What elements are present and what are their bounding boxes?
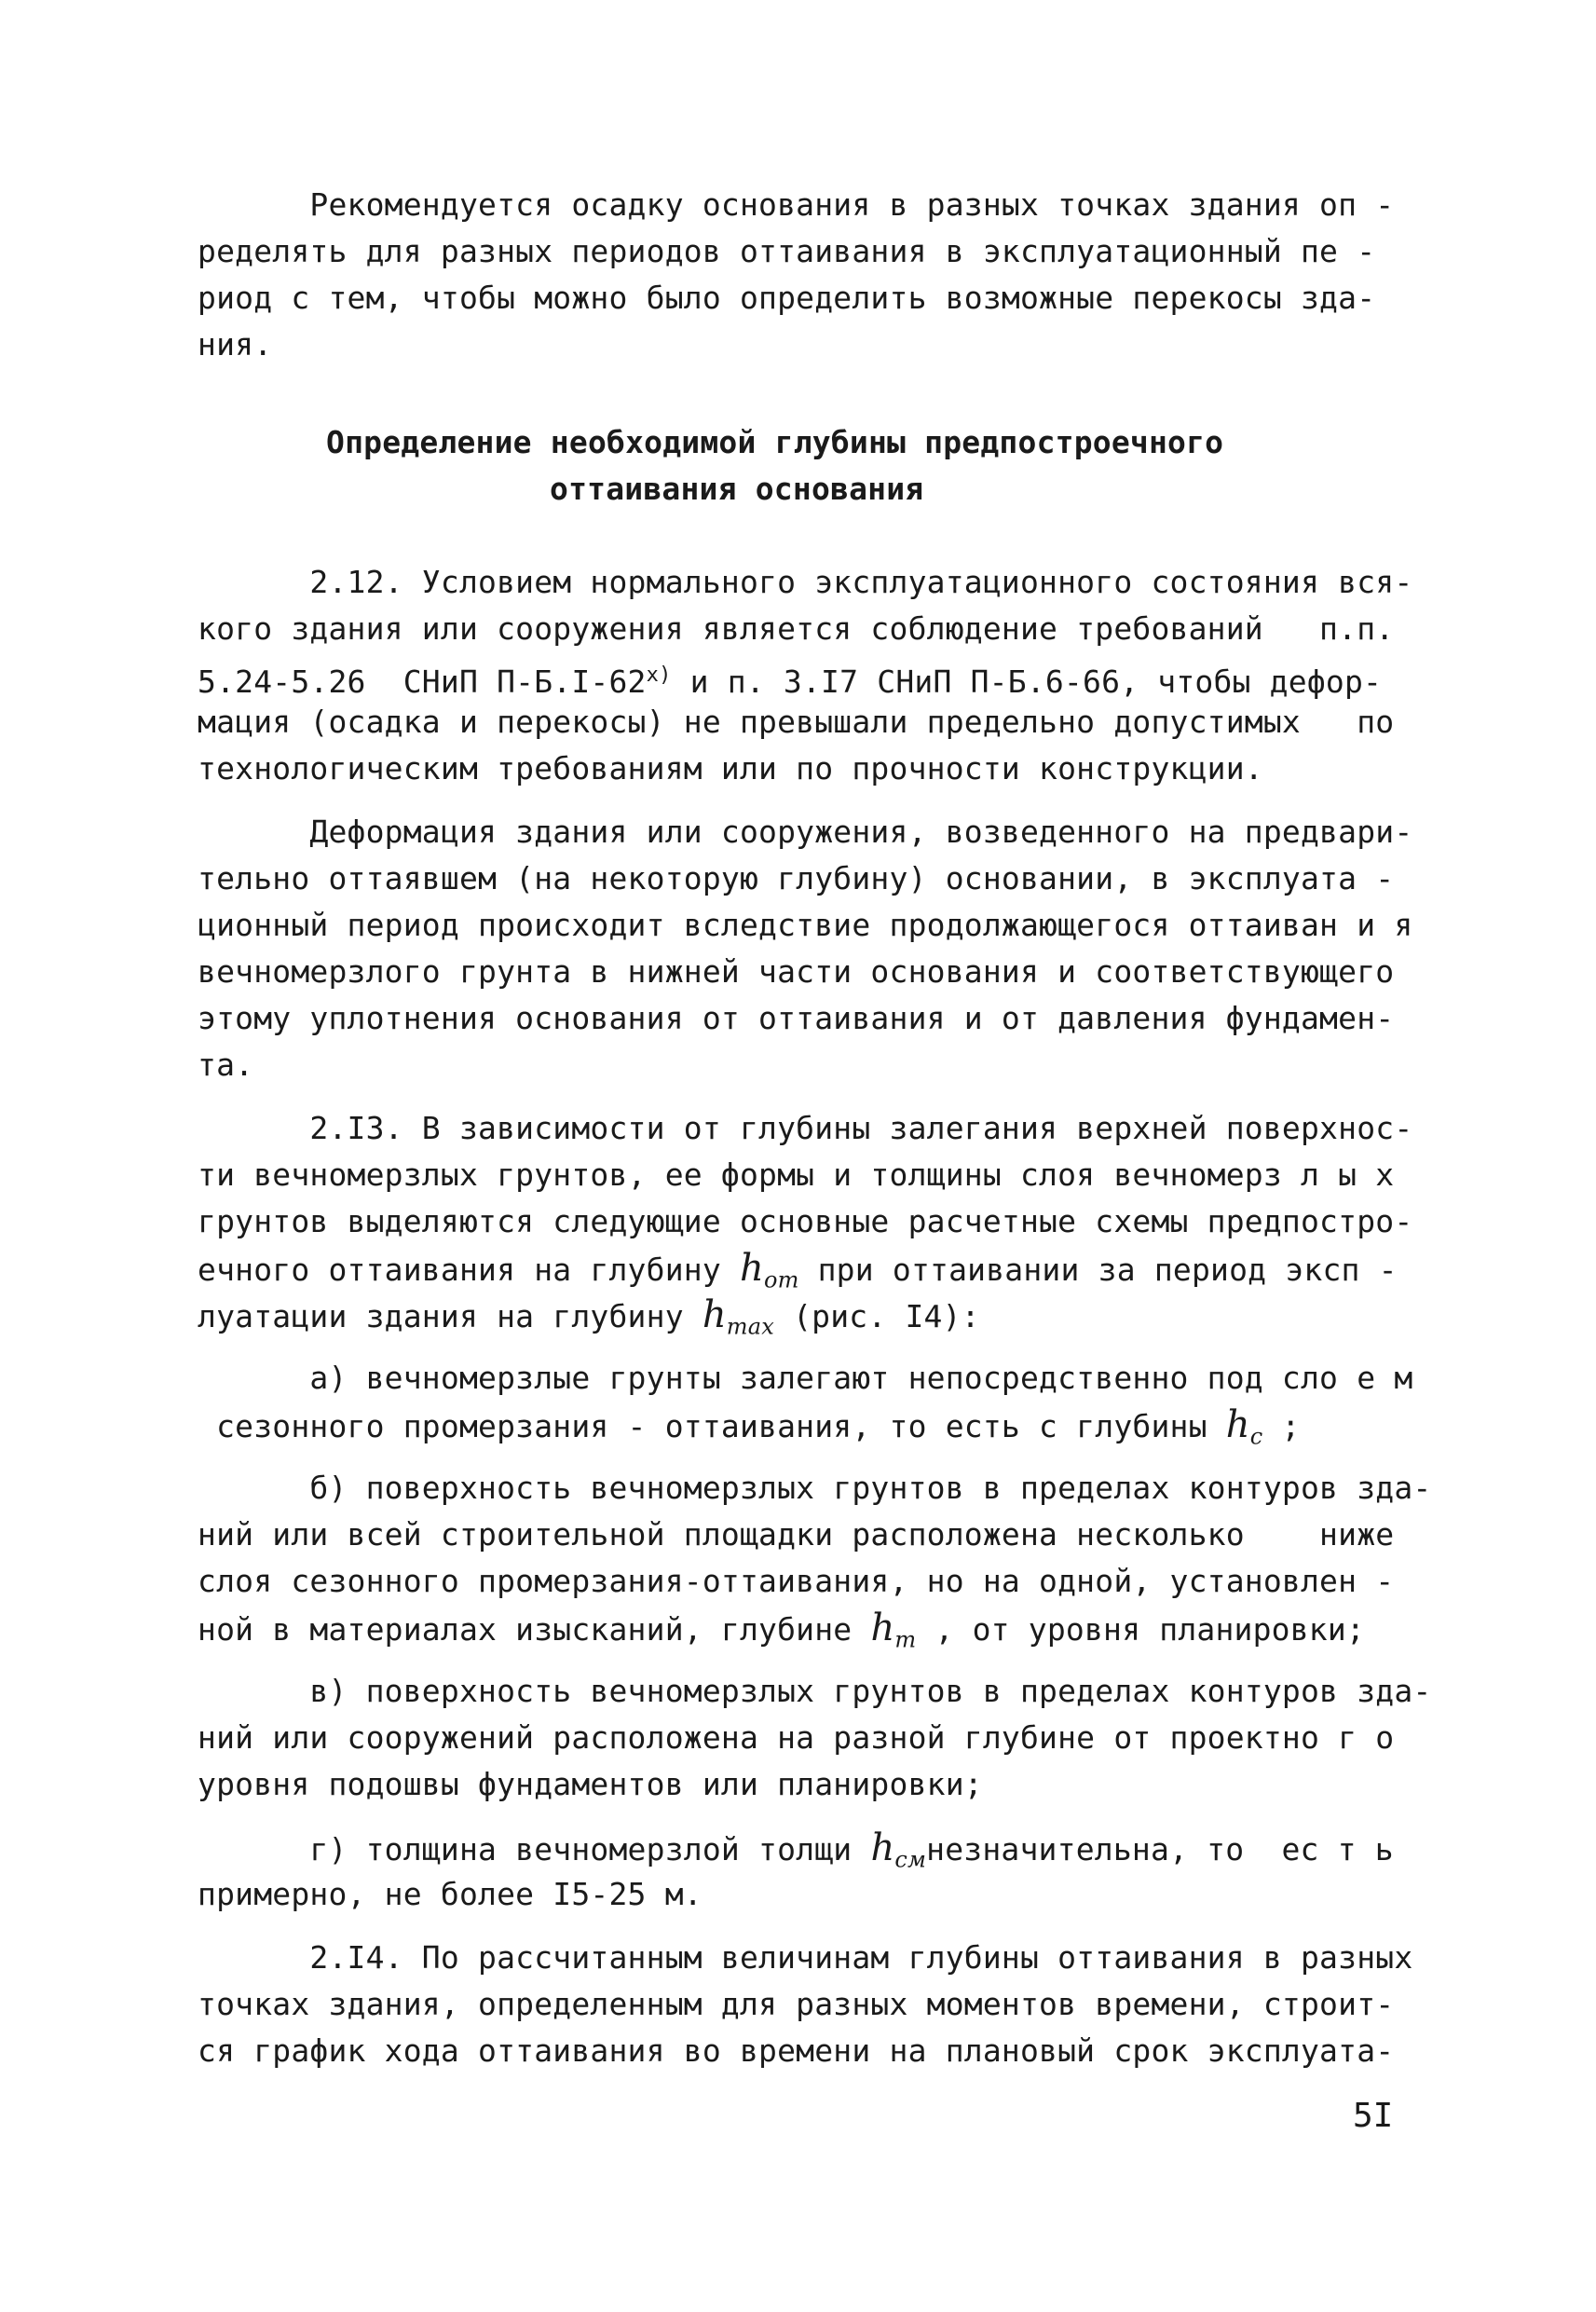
text-line: Деформация здания или сооружения, возведенного на предвари- xyxy=(198,814,1413,850)
math-subscript: с xyxy=(1249,1423,1263,1450)
text-line: слоя сезонного промерзания-оттаивания, но на одной, установлен - xyxy=(198,1563,1395,1599)
text-line: 2.I4. По рассчитанным величинам глубины оттаивания в разных xyxy=(198,1939,1413,1976)
text-line: 2.12. Условием нормального эксплуатационного состояния вся- xyxy=(198,564,1413,600)
text-line: 2.I3. В зависимости от глубины залегания верхней поверхнос- xyxy=(198,1110,1413,1146)
text-line: в) поверхность вечномерзлых грунтов в пределах контуров зда- xyxy=(198,1673,1432,1709)
text-line xyxy=(198,1605,1409,1651)
math-h-symbol: h xyxy=(702,1293,727,1336)
text-line: та. xyxy=(198,1047,254,1083)
text-line: примерно, не более I5-25 м. xyxy=(198,1876,703,1912)
math-subscript: max xyxy=(726,1313,774,1340)
text-line: ний или всей строительной площадки расположена несколько ниже xyxy=(198,1516,1395,1553)
math-subscript: от xyxy=(763,1266,799,1293)
text-span: при оттаивании за период эксп - xyxy=(798,1252,1398,1288)
text-line: ти вечномерзлых грунтов, ее формы и толщины слоя вечномерз л ы х xyxy=(198,1156,1395,1193)
math-subscript: см xyxy=(894,1846,927,1873)
text-span: и п. 3.I7 СНиП П-Б.6-66, чтобы дефор- xyxy=(671,664,1383,700)
text-line xyxy=(198,652,1409,699)
text-line: уровня подошвы фундаментов или планировки; xyxy=(198,1766,983,1802)
text-line: грунтов выделяются следующие основные расчетные схемы предпостро- xyxy=(198,1203,1413,1239)
section-heading: оттаивания основания xyxy=(550,471,924,507)
math-h-symbol: h xyxy=(870,1826,895,1869)
math-h-symbol: h xyxy=(739,1247,764,1290)
text-line xyxy=(198,1245,1409,1292)
text-span: незначительна, то ес т ь xyxy=(926,1831,1394,1867)
math-h-symbol: h xyxy=(1225,1403,1250,1446)
text-line: б) поверхность вечномерзлых грунтов в пределах контуров зда- xyxy=(198,1470,1432,1506)
text-span: (рис. I4): xyxy=(774,1298,980,1334)
text-span: г) толщина вечномерзлой толщи xyxy=(198,1831,871,1867)
text-line: технологическим требованиям или по прочности конструкции. xyxy=(198,750,1263,787)
text-line: ционный период происходит вследствие продолжающегося оттаиван и я xyxy=(198,907,1413,943)
text-line: тельно оттаявшем (на некоторую глубину) основании, в эксплуата - xyxy=(198,860,1395,896)
text-line: точках здания, определенным для разных моментов времени, строит- xyxy=(198,1986,1395,2022)
text-line xyxy=(198,1825,1409,1871)
math-h-symbol: h xyxy=(870,1607,895,1649)
text-span: ечного оттаивания на глубину xyxy=(198,1252,740,1288)
text-line xyxy=(198,1292,1409,1338)
text-line: вечномерзлого грунта в нижней части основания и соответствующего xyxy=(198,953,1395,990)
page-number: 5I xyxy=(1353,2097,1394,2135)
text-line: ся график хода оттаивания во времени на плановый срок эксплуата- xyxy=(198,2032,1395,2069)
text-span: 5.24-5.26 СНиП П-Б.I-62 xyxy=(198,664,647,700)
text-span: ; xyxy=(1262,1408,1301,1444)
text-line: Рекомендуется осадку основания в разных точках здания оп - xyxy=(198,186,1395,223)
text-line xyxy=(198,1402,1409,1448)
text-line: этому уплотнения основания от оттаивания и от давления фундамен- xyxy=(198,1000,1395,1036)
text-line: риод с тем, чтобы можно было определить возможные перекосы зда- xyxy=(198,280,1376,316)
text-line: ния. xyxy=(198,326,273,363)
text-span: ной в материалах изысканий, глубине xyxy=(198,1611,871,1648)
footnote-mark: x) xyxy=(646,664,672,687)
text-line: мация (осадка и перекосы) не превышали предельно допустимых по xyxy=(198,704,1395,740)
text-span: сезонного промерзания - оттаивания, то есть с глубины xyxy=(198,1408,1226,1444)
section-heading: Определение необходимой глубины предпостроечного xyxy=(326,424,1224,460)
text-line: ний или сооружений расположена на разной глубине от проектно г о xyxy=(198,1719,1395,1756)
text-span: луатации здания на глубину xyxy=(198,1298,703,1334)
math-subscript: т xyxy=(894,1626,917,1653)
text-span: , от уровня планировки; xyxy=(916,1611,1365,1648)
text-line: кого здания или сооружения является соблюдение требований п.п. xyxy=(198,610,1395,647)
text-line: ределять для разных периодов оттаивания в эксплуатационный пе - xyxy=(198,233,1376,269)
text-line: а) вечномерзлые грунты залегают непосредственно под сло е м xyxy=(198,1360,1413,1396)
